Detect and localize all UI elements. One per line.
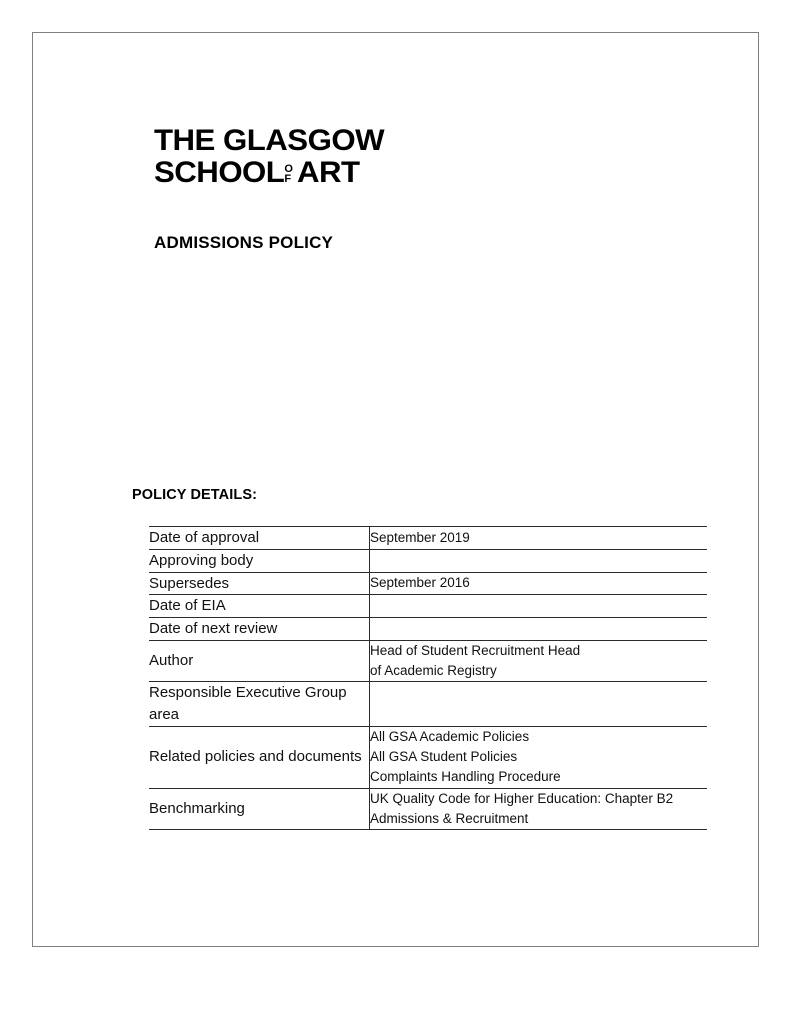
table-cell-value-line: of Academic Registry: [370, 663, 497, 678]
table-cell-label: Supersedes: [149, 572, 370, 595]
table-cell-value-line: UK Quality Code for Higher Education: Chapter B2: [370, 790, 674, 806]
table-cell-label: Responsible Executive Group area: [149, 682, 370, 727]
logo-line-one: [154, 124, 454, 157]
table-row: [149, 618, 707, 641]
section-heading-policy-details: POLICY DETAILS:: [132, 487, 258, 503]
table-cell-label: Related policies and documents: [149, 726, 370, 788]
table-row: [149, 640, 707, 682]
table-cell-value-line: Admissions & Recruitment: [370, 810, 529, 826]
table-cell-value: [370, 618, 708, 641]
table-cell-value-line: All GSA Academic Policies: [370, 728, 530, 744]
table-cell-value: [370, 640, 708, 682]
table-row: [149, 682, 707, 727]
table-row: [149, 788, 707, 830]
table-cell-label: Date of approval: [149, 527, 370, 550]
table-cell-value: [370, 726, 708, 788]
policy-details-table-body: [149, 527, 707, 830]
table-cell-label: Date of EIA: [149, 595, 370, 618]
logo-text-art: ART: [296, 155, 360, 189]
table-cell-value-line: [370, 596, 707, 616]
table-row: [149, 527, 707, 550]
table-cell-value: [370, 595, 708, 618]
table-cell-value-line: [370, 694, 707, 714]
policy-details-table: [149, 526, 707, 830]
logo-line-two: [154, 155, 454, 189]
logo-of-letter-f: F: [284, 172, 292, 185]
table-cell-value-line: All GSA Student Policies: [370, 749, 518, 764]
table-cell-value: [370, 549, 708, 572]
gsa-logo: [154, 124, 454, 189]
page-title: ADMISSIONS POLICY: [154, 233, 334, 252]
table-cell-value-line: [370, 551, 707, 571]
table-row: [149, 726, 707, 788]
logo-text-of: [284, 165, 293, 184]
logo-text-school: SCHOOL: [154, 155, 285, 189]
table-row: [149, 595, 707, 618]
document-page: [32, 32, 759, 947]
table-cell-label: Approving body: [149, 549, 370, 572]
table-cell-label: Author: [149, 640, 370, 682]
logo-text-the-glasgow: THE GLASGOW: [154, 124, 385, 157]
table-cell-value-line: September 2019: [370, 529, 470, 545]
table-cell-value-line: [370, 619, 707, 639]
logo-of-letter-o: O: [284, 163, 293, 176]
table-row: [149, 549, 707, 572]
table-cell-value: [370, 527, 708, 550]
table-cell-value-line: September 2016: [370, 575, 470, 591]
table-cell-value: [370, 682, 708, 727]
table-cell-value: [370, 572, 708, 595]
table-row: [149, 572, 707, 595]
table-cell-label: Date of next review: [149, 618, 370, 641]
table-cell-label: Benchmarking: [149, 788, 370, 830]
table-cell-value-line: Complaints Handling Procedure: [370, 769, 561, 785]
table-cell-value-line: Head of Student Recruitment Head: [370, 642, 581, 658]
table-cell-value: [370, 788, 708, 830]
